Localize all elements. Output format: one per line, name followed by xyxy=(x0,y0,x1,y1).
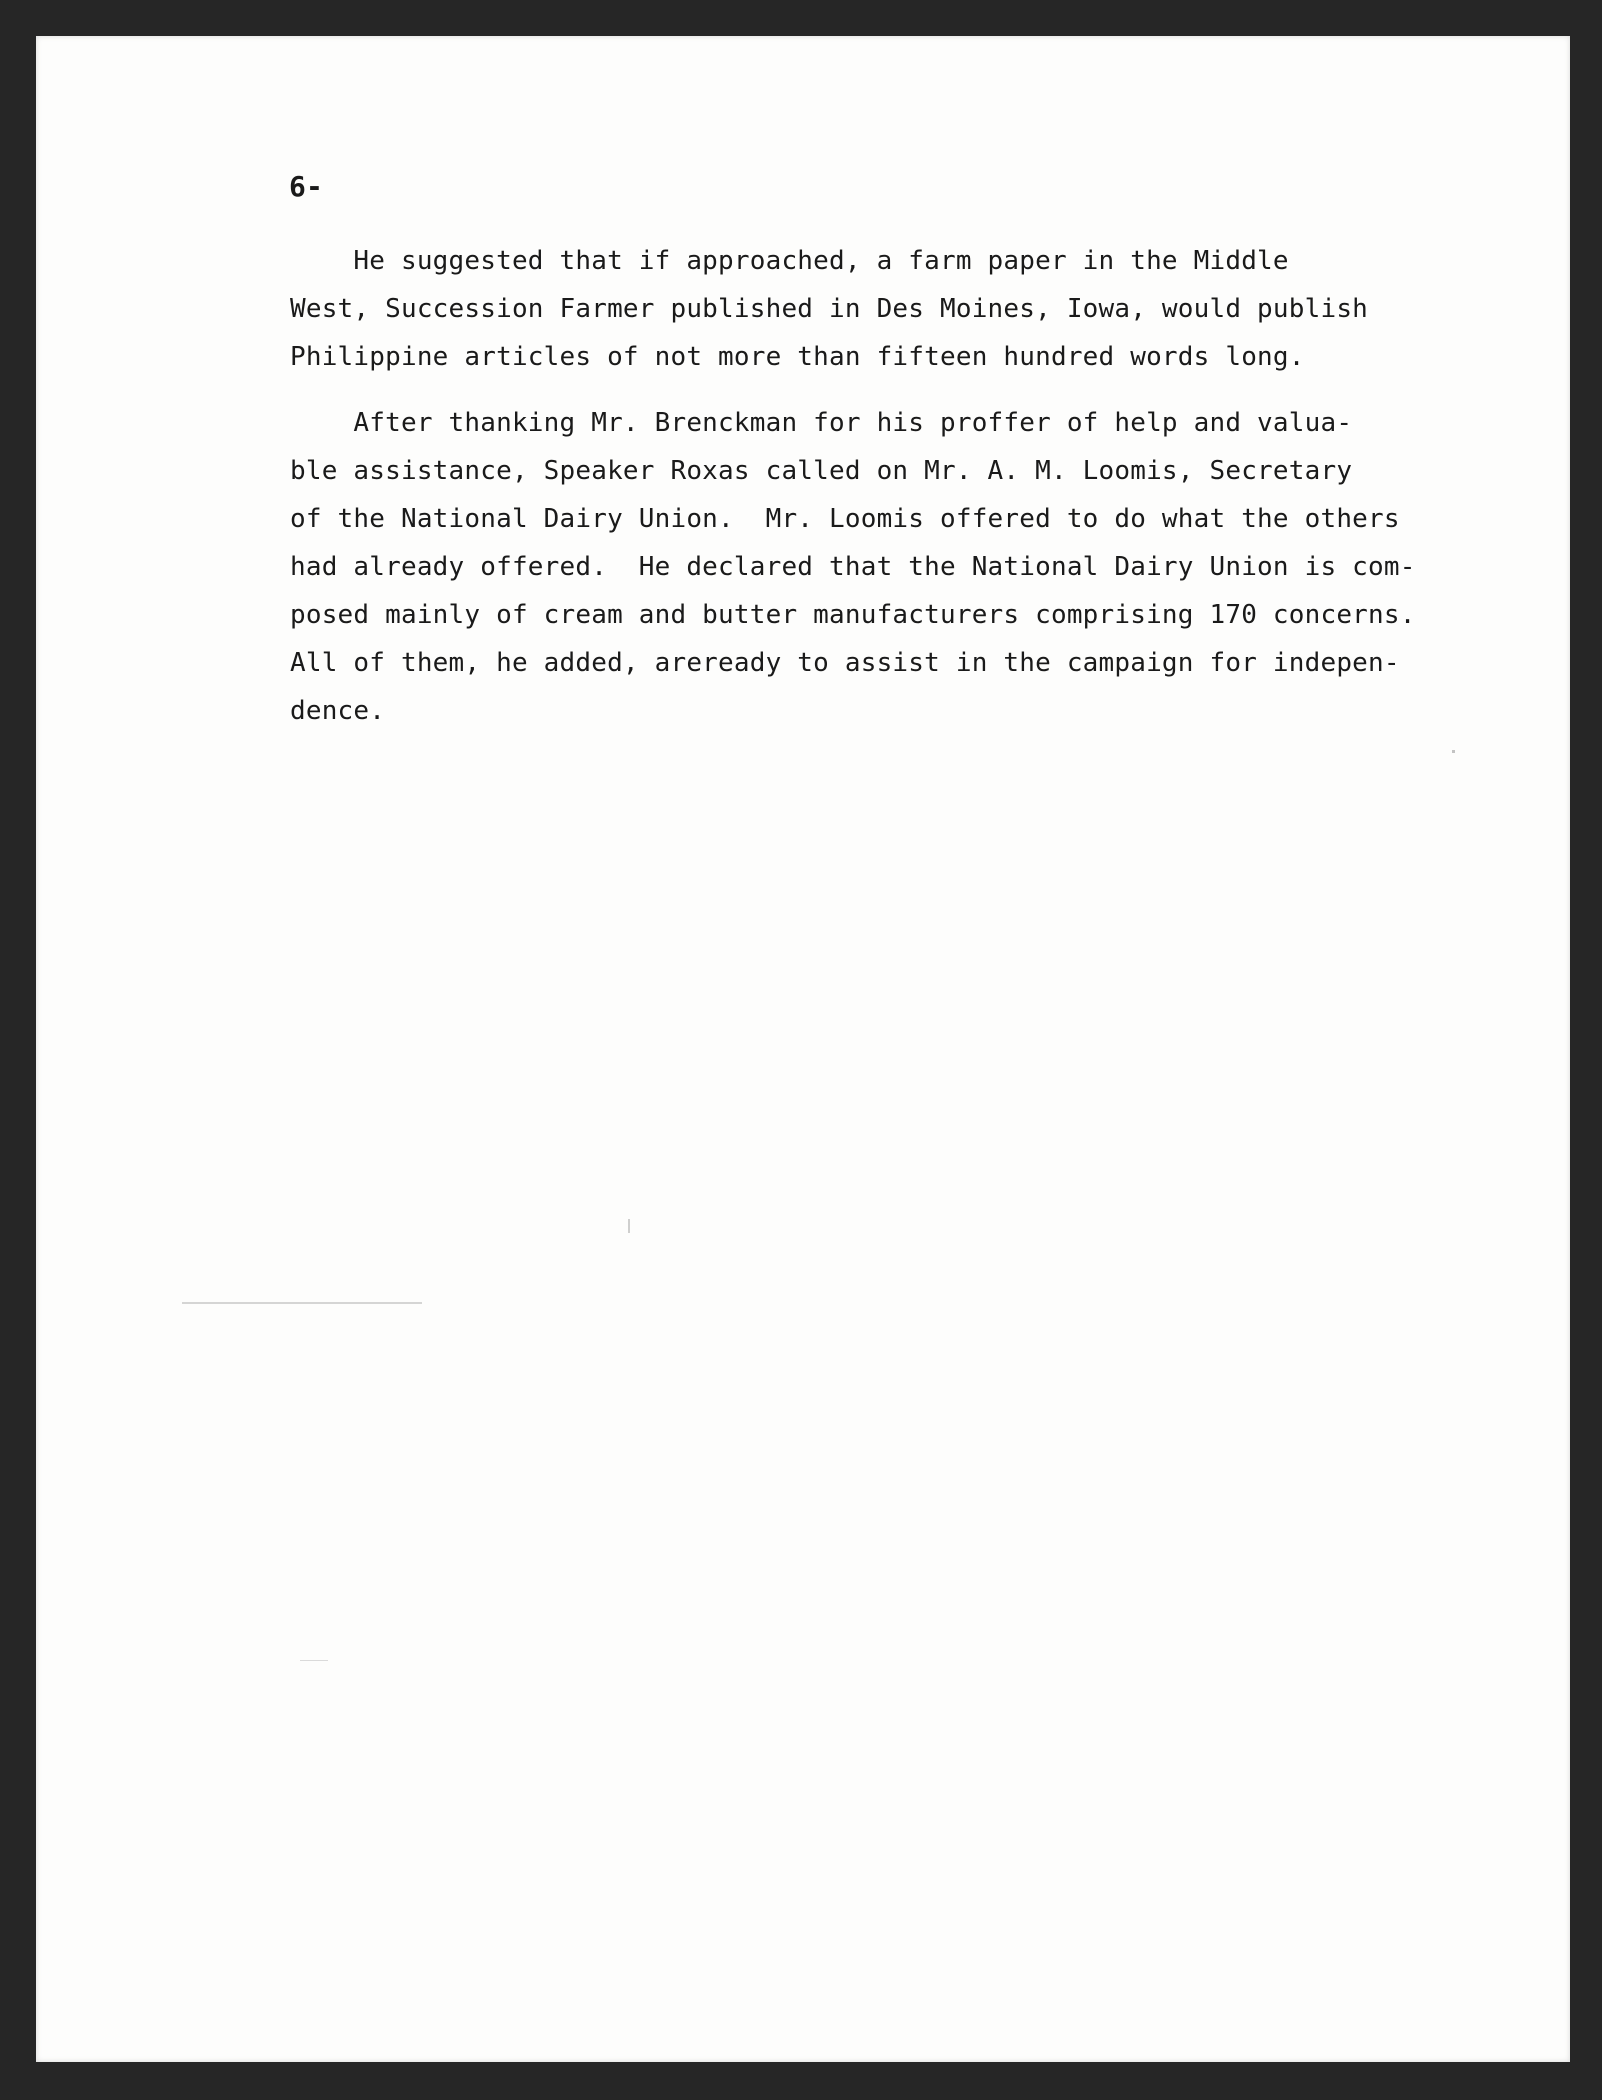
paragraph-2-line-2: ble assistance, Speaker Roxas called on Mr. A. M. Loomis, Secretary xyxy=(290,456,1353,486)
scan-mark-tick xyxy=(628,1219,630,1233)
page-number: 6- xyxy=(289,170,324,203)
scan-mark-dash xyxy=(300,1660,328,1661)
paragraph-1-line-2: West, Succession Farmer published in Des Moines, Iowa, would publish xyxy=(290,294,1369,324)
paragraph-2-line-4: had already offered. He declared that the National Dairy Union is com- xyxy=(290,552,1416,582)
paragraph-1-line-1: He suggested that if approached, a farm paper in the Middle xyxy=(290,246,1289,276)
scan-mark-dot xyxy=(1452,750,1455,753)
scan-mark-line xyxy=(182,1302,422,1304)
paragraph-2-line-7: dence. xyxy=(290,696,386,726)
paragraph-2-line-1: After thanking Mr. Brenckman for his proffer of help and valua- xyxy=(290,408,1353,438)
paragraph-2-line-6: All of them, he added, areready to assist in the campaign for indepen- xyxy=(290,648,1400,678)
paragraph-2-line-3: of the National Dairy Union. Mr. Loomis offered to do what the others xyxy=(290,504,1400,534)
paragraph-1-line-3: Philippine articles of not more than fifteen hundred words long. xyxy=(290,342,1305,372)
paragraph-2-line-5: posed mainly of cream and butter manufacturers comprising 170 concerns. xyxy=(290,600,1416,630)
typed-page xyxy=(36,36,1570,2062)
